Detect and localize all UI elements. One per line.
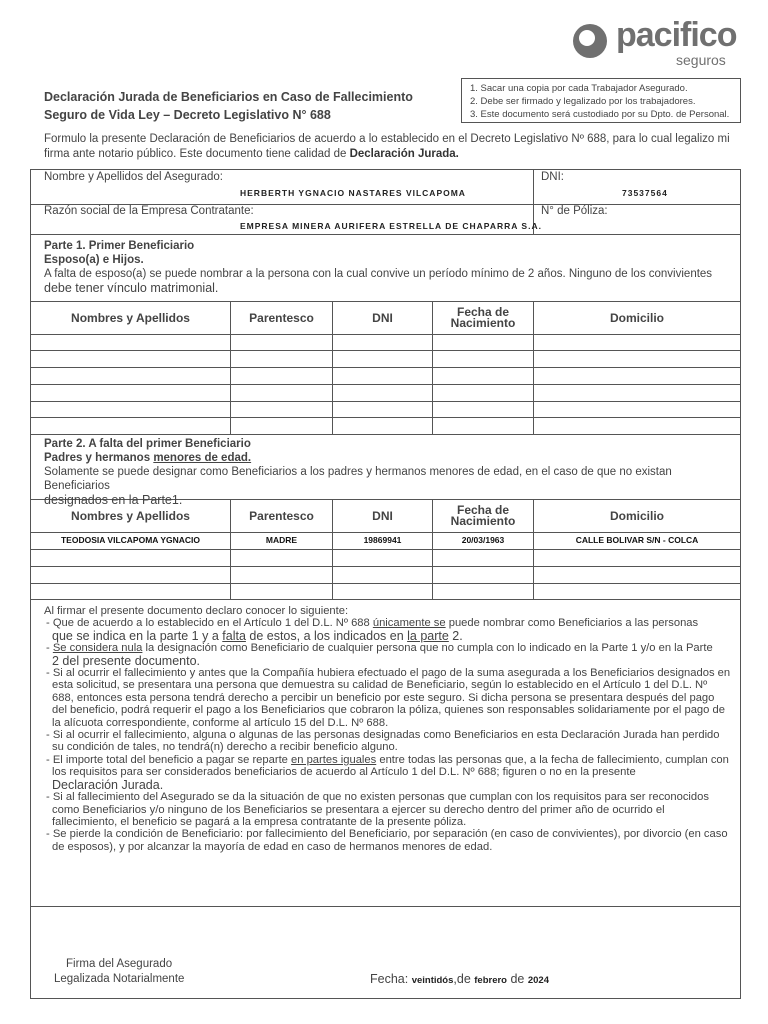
decl-5b: entre todas las personas que, a la fecha de fallecimiento, cumplan con los requisitos para ser considerados beneficiarios de acuerdo al Artículo 1 del D.L. Nº 688; figuren o no en la presente [52,753,729,779]
col-header-address: Domicilio [609,508,664,523]
divider [30,906,741,907]
beneficiary-relation: MADRE [265,535,298,545]
date-sep-2: de [506,972,528,986]
col-header-birth [433,302,533,334]
date-line [370,972,549,986]
declaration-item-3: - Si al ocurrir el fallecimiento y antes que la Compañía hubiera efectuado el pago de la suma asegurada a los Beneficiarios designados en esta solicitud, se presentara una persona que demuestra su calidad de Beneficiario, según lo establecido en el Artículo 1 del D.L. Nº 688, entonces esta persona tendrá derecho a percibir un beneficio por este seguro. Si dicha persona se presentara después del pago del beneficio, podrá requerir el pago a los Beneficiarios que cobraron la póliza, quienes son responsables solidariamente por el pago de la alícuota correspondiente, conforme al artículo 15 del D.L. Nº 688. [46,667,731,729]
part2-title: Parte 2. A falta del primer Beneficiario [44,438,251,450]
col-header-relation: Parentesco [249,508,314,523]
decl-5a: - El importe total del beneficio a pagar se reparte [46,753,292,766]
declaration-item-1-cont [44,630,732,642]
divider [30,583,741,584]
part2-subtitle-u: menores de edad. [153,452,252,464]
date-sep-1: ,de [453,972,475,986]
part2-text-cont: designados en la Parte1. [44,493,183,507]
col-header-address: Domicilio [609,310,664,325]
insured-name-value: HERBERTH YGNACIO NASTARES VILCAPOMA [240,188,466,198]
logo-subtitle: seguros [676,52,726,68]
company-label: Razón social de la Empresa Contratante: [44,205,254,217]
instructions-box [461,78,741,123]
col-header-birth-1: Fecha de [456,503,510,517]
decl-1b: puede nombrar como Beneficiarios a las personas [445,617,699,630]
decl-2a: - [46,642,53,655]
signature-label [54,957,184,987]
beneficiary-birth: 20/03/1963 [461,535,505,545]
part2-subtitle [44,451,734,465]
col-header-name: Nombres y Apellidos [71,310,190,325]
pacifico-logo-icon [572,23,608,59]
col-header-birth-2: Nacimiento [450,316,516,330]
divider [30,367,741,368]
part2-section [44,437,734,507]
col-header-birth-1: Fecha de [456,305,510,319]
declaration-item-5 [44,754,732,779]
decl-1a: - Que de acuerdo a lo establecido en el Artículo 1 del D.L. Nº 688 [46,617,373,630]
decl-2u: Se considera nula [52,642,143,655]
divider [30,417,741,418]
part1-text-cont: debe tener vínculo matrimonial. [44,281,219,295]
decl-1f: la parte [407,628,449,643]
part2-subtitle-a: Padres y hermanos [44,452,154,464]
col-header-birth-2: Nacimiento [450,514,516,528]
policy-label: N° de Póliza: [541,205,608,217]
beneficiary-name: TEODOSIA VILCAPOMA YGNACIO [60,535,200,545]
divider [30,434,741,435]
part1-subtitle: Esposo(a) e Hijos. [44,254,144,266]
insured-name-label: Nombre y Apellidos del Asegurado: [44,171,223,183]
instruction-2: 2. Debe ser firmado y legalizado por los trabajadores. [470,96,696,107]
part1-section [44,239,734,295]
declaration-text [44,605,732,853]
title-line-1: Declaración Jurada de Beneficiarios en Caso de Fallecimiento [44,90,413,104]
decl-2b: la designación como Beneficiario de cualquier persona que no cumpla con lo indicado en la Parte 1 y/o en la Parte [142,642,713,655]
pacifico-logo [572,16,742,72]
col-header-relation: Parentesco [249,310,314,325]
date-day: veintidós [411,975,454,986]
declaration-item-2-cont: 2 del presente documento. [52,653,201,668]
title-line-2: Seguro de Vida Ley – Decreto Legislativo N° 688 [44,108,331,122]
company-value: EMPRESA MINERA AURIFERA ESTRELLA DE CHAPARRA S.A. [240,221,542,231]
date-month: febrero [474,975,507,986]
declaration-item-2 [44,642,732,654]
decl-1e: de estos, a los indicados en [245,628,408,643]
dni-label: DNI: [541,171,564,183]
part1-text: A falta de esposo(a) se puede nombrar a la persona con la cual convive un período mínimo de 2 años. Ninguno de los convivientes [44,268,713,280]
instruction-1: 1. Sacar una copia por cada Trabajador Asegurado. [470,83,688,94]
divider [30,234,741,235]
divider [30,532,741,533]
intro-text: Formulo la presente Declaración de Beneficiarios de acuerdo a lo establecido en el Decreto Legislativo Nº 688, para lo cual legalizo mi firma ante notario público. Este documento tiene calidad de [44,133,730,160]
decl-1g: 2. [448,628,463,643]
date-year: 2024 [527,975,549,986]
col-header-name: Nombres y Apellidos [71,508,190,523]
declaration-item-4: - Si al ocurrir el fallecimiento, alguna o algunas de las personas designadas como Beneficiarios en esta Declaración Jurada han perdido su condición de tales, no tendrá(n) derecho a recibir beneficio alguno. [46,729,720,754]
beneficiary-dni: 19869941 [363,535,402,545]
declaration-item-7: - Se pierde la condición de Beneficiario: por fallecimiento del Beneficiario, por separación (en caso de convivientes), por divorcio (en caso de esposos), y por alcanzar la mayoría de edad en caso de hermanos menores de edad. [46,828,728,853]
col-header-birth [433,500,533,532]
beneficiary-address: CALLE BOLIVAR S/N - COLCA [575,535,699,545]
document-title [44,88,413,124]
decl-1c: que se indica en la parte 1 y a [52,628,223,643]
declaration-item-6: - Si al fallecimiento del Asegurado se da la situación de que no existen personas que cumplan con los requisitos para ser reconocidos como Beneficiarios y/o ninguno de los Beneficiarios se presentara a ejercer su derecho dentro del primer año de ocurrido el fallecimiento, el beneficio se pagará a la empresa contratante de la presente póliza. [46,791,709,828]
divider [30,401,741,402]
divider [30,599,741,600]
instruction-3: 3. Este documento será custodiado por su Dpto. de Personal. [470,109,730,120]
col-header-dni: DNI [372,508,393,523]
signature-line-2: Legalizada Notarialmente [54,973,185,985]
part1-title: Parte 1. Primer Beneficiario [44,240,195,252]
logo-wordmark: pacifico [616,16,737,54]
declaration-item-5-cont: Declaración Jurada. [52,777,164,792]
col-header-dni: DNI [372,310,393,325]
intro-bold: Declaración Jurada. [349,148,459,160]
divider [30,566,741,567]
decl-5u: en partes iguales [291,753,377,766]
divider [30,350,741,351]
decl-1u: únicamente se [372,617,446,630]
divider [30,334,741,335]
signature-line-1: Firma del Asegurado [66,958,173,970]
intro-paragraph [44,132,734,162]
date-label: Fecha: [370,972,412,986]
dni-value: 73537564 [622,188,668,198]
decl-1d: falta [222,628,246,643]
divider [30,384,741,385]
declaration-intro: Al firmar el presente documento declaro conocer lo siguiente: [44,605,349,617]
part2-text: Solamente se puede designar como Beneficiarios a los padres y hermanos menores de edad, en el caso de que no existan Beneficiarios [44,466,672,492]
divider [30,549,741,550]
